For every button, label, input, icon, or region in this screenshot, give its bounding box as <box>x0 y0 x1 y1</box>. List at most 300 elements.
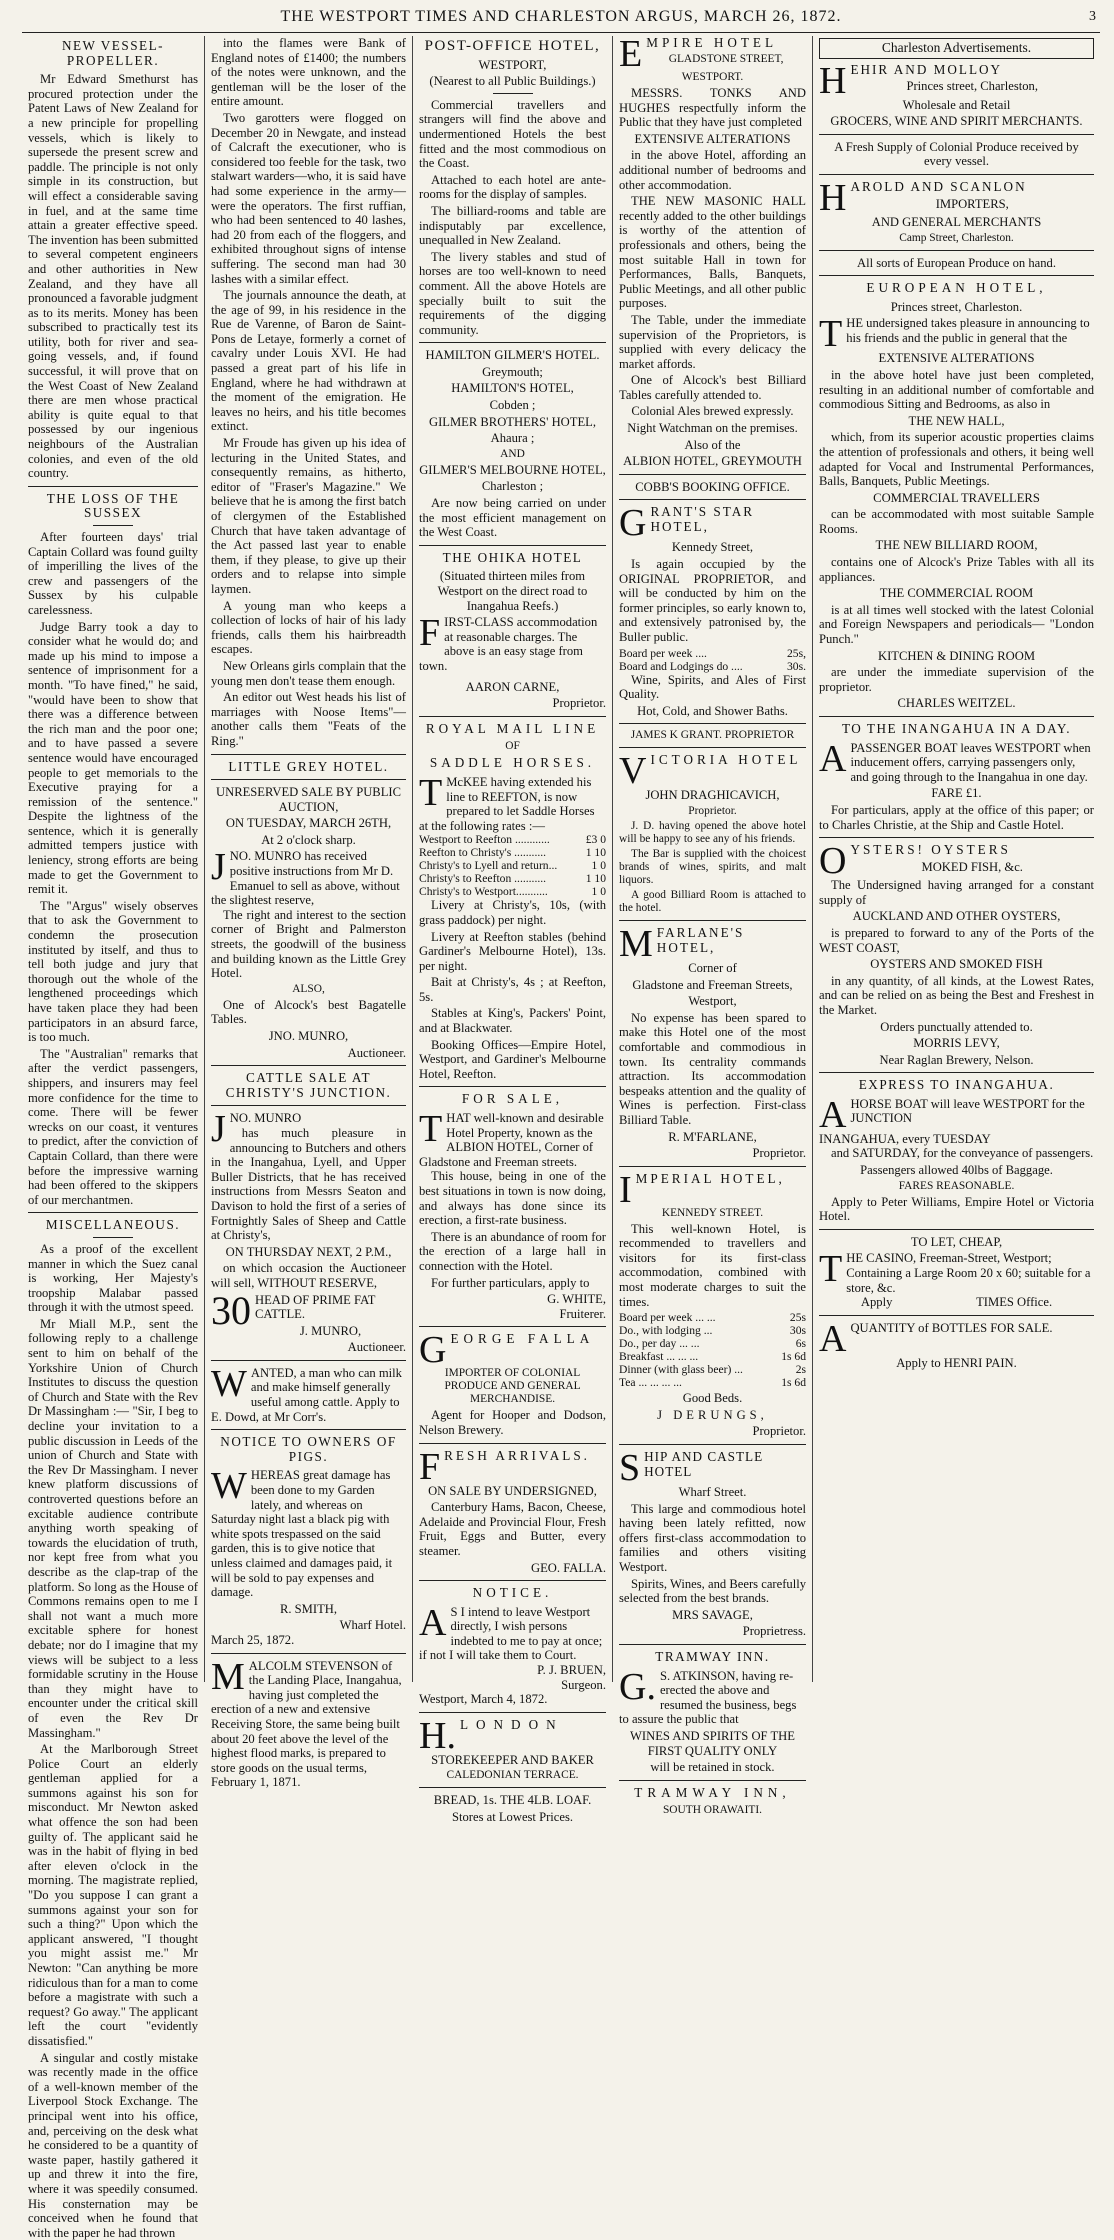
article-paragraph: A singular and costly mistake was recently made in the office of a well-known member of the Liverpool Stock Exchange. The principal went into his office, and, perceiving on the desk what he considered to be a quantity of waste paper, hastily gathered it up and threw it into the fire, where it was speedily consumed. His consternation may be conceived when he found that with the paper he had thrown <box>28 2050 198 2240</box>
ad-street: Wharf Street. <box>678 1485 747 1500</box>
ad-body: and SATURDAY, for the conveyance of passengers. <box>831 1146 1094 1161</box>
ad-date: ON THURSDAY NEXT, 2 P.M., <box>225 1244 392 1259</box>
hotel-place: Charleston ; <box>481 479 544 494</box>
divider <box>619 1780 806 1781</box>
ad-body: This large and commodious hotel having been lately refitted, now offers first-class accommodation to families and others visiting Westport. <box>619 1501 806 1574</box>
ad-owner: JOHN DRAGHICAVICH, <box>645 788 780 803</box>
drop-cap: F <box>419 1445 441 1488</box>
ad-ohika-hotel <box>419 551 606 711</box>
ad-signature: JAMES K GRANT. PROPRIETOR <box>630 729 795 742</box>
ad-signature: G. WHITE, <box>547 1292 606 1307</box>
ad-subheading: ALBION HOTEL, GREYMOUTH <box>623 454 802 469</box>
ad-hotels-list <box>419 348 606 540</box>
column-1 <box>22 36 205 2240</box>
ad-heading: SADDLE HORSES. <box>429 755 596 771</box>
ad-body: PASSENGER BOAT leaves WESTPORT when inducement offers, carrying passengers only, and going through to the Inangahua in one day. <box>850 740 1091 784</box>
ad-subheading: WINES AND SPIRITS OF THE FIRST QUALITY ONLY <box>630 1728 795 1758</box>
rates-table <box>619 1311 806 1389</box>
drop-cap: H <box>819 176 847 219</box>
divider <box>493 93 533 94</box>
ad-signature: MORRIS LEVY, <box>913 1036 1000 1051</box>
article-paragraph: into the flames were Bank of England notes of £1400; the numbers of the notes were unknown, and the gentleman will be the loser of the entire amount. <box>211 36 406 109</box>
ad-body: Canterbury Hams, Bacon, Cheese, Adelaide and Provincial Flour, Fresh Fruit, Eggs and Butter, every steamer. <box>419 1500 606 1558</box>
ad-subheading: GROCERS, WINE AND SPIRIT MERCHANTS. <box>830 114 1083 129</box>
ad-body: Stores at Lowest Prices. <box>451 1810 574 1825</box>
divider <box>619 723 806 724</box>
drop-cap: F <box>419 612 441 655</box>
ad-street: Princes street, Charleston. <box>890 299 1023 314</box>
ad-subheading: IMPORTER OF COLONIAL PRODUCE AND GENERAL MERCHANDISE. <box>444 1367 581 1406</box>
ad-body: A Fresh Supply of Colonial Produce received by every vessel. <box>834 139 1079 169</box>
divider <box>619 747 806 748</box>
ad-to-let <box>819 1235 1094 1310</box>
drop-cap: G. <box>619 1665 656 1708</box>
ad-also: Also of the <box>684 437 741 452</box>
ad-role: Proprietress. <box>742 1624 806 1639</box>
column-3 <box>413 36 613 1825</box>
ad-date: Westport, March 4, 1872. <box>419 1692 548 1707</box>
drop-cap: H <box>819 59 847 102</box>
column-2 <box>205 36 413 1790</box>
ad-apply: Apply to HENRI PAIN. <box>896 1355 1017 1370</box>
ad-body: Agent for Hooper and Dodson, Nelson Brewery. <box>419 1408 606 1437</box>
ad-body: One of Alcock's best Bagatelle Tables. <box>211 997 406 1027</box>
article-heading-vessel: NEW VESSEL-PROPELLER. <box>61 38 165 68</box>
ad-george-falla <box>419 1329 606 1437</box>
ad-date: ON TUESDAY, MARCH 26TH, <box>225 816 392 831</box>
ad-body: IRST-CLASS accommodation at reasonable charges. The above is an easy stage from town. <box>419 615 598 673</box>
ad-heading: FARLANE'S HOTEL, <box>656 924 745 955</box>
article-paragraph: Mr Miall M.P., sent the following reply to a challenge sent to him on behalf of the Yorkshire Union of Church Institutes to discuss the question of Church and State with the Rev Dr Massingham :— "Sir, I beg to decline your invitation to a public discussion in Leeds of the union of Church and State with the Rev Dr Massingham. I never knew platform discussions of controverted questions before an excitable audience contribute anything worth speaking of towards the elucidation of truth, nor kept free from what you describe as the clap-trap of the platform. So long as the House of Commons remains open to me I shall not want a much more excitable sphere for honest debate; nor do I imagine that my views will be subject to a less formidable scrutiny in the House than they might have to encounter under the critical skill of even the Rev Dr Massingham." <box>28 1316 198 1740</box>
divider <box>211 1105 406 1106</box>
ad-body: is prepared to forward to any of the Ports of the WEST COAST, <box>819 925 1094 955</box>
ad-pigs <box>211 1435 406 1647</box>
table-row: Board and Lodgings do .... 30s. <box>619 659 806 673</box>
ad-place: SOUTH ORAWAITI. <box>662 1804 763 1817</box>
drop-cap: A <box>819 1093 847 1136</box>
ad-notice <box>419 1586 606 1707</box>
drop-cap: T <box>419 771 443 814</box>
divider <box>419 716 606 717</box>
ad-role: Surgeon. <box>561 1677 606 1692</box>
ad-for-sale <box>419 1092 606 1321</box>
divider <box>619 499 806 500</box>
table-row: Westport to Reefton ............ £3 0 <box>419 833 606 847</box>
ad-body: NO. MUNRO has received positive instructions from Mr D. Emanuel to sell as above, without the slightest reserve, <box>211 849 400 908</box>
ad-title: NO. MUNRO <box>229 1111 302 1126</box>
ad-fresh-arrivals <box>419 1445 606 1576</box>
article-paragraph: Mr Froude has given up his idea of lecturing in the United States, and consequently remains, as hitherto, editor of "Fraser's Magazine." We believe that he is among the first batch of clergymen of the Established Church that have taken advantage of the Act passed last year to enable them, if they please, to give up their orders and to relapse into simple laymen. <box>211 436 406 596</box>
ad-oysters <box>819 840 1094 1067</box>
head-count: 30 <box>211 1287 251 1333</box>
ad-body: Passengers allowed 40lbs of Baggage. <box>860 1163 1053 1178</box>
ad-body: ALCOLM STEVENSON of the Landing Place, Inangahua, having just completed the erection of a new and extensive Receiving Store, the same being built about 20 feet above the level of the highest flood marks, is prepared to store goods on the usual terms, <box>211 1658 402 1775</box>
ad-also: ALSO, <box>292 982 325 995</box>
drop-cap: A <box>819 1317 847 1360</box>
divider <box>419 1787 606 1788</box>
hotel-place: Ahaura ; <box>490 431 535 446</box>
ad-heading: TO THE INANGAHUA IN A DAY. <box>841 721 1071 736</box>
ad-heading: NOTICE. <box>472 1585 553 1601</box>
drop-cap: M <box>211 1655 245 1698</box>
ad-body: Commercial travellers and strangers will find the above and undermentioned Hotels the best fitted and the most commodious on the Coast. <box>419 97 606 171</box>
drop-cap: S <box>619 1447 641 1490</box>
ad-heading: RESH ARRIVALS. <box>444 1447 590 1463</box>
ad-corner: Corner of <box>688 960 737 975</box>
ad-signature: J DERUNGS, <box>657 1407 768 1422</box>
divider <box>211 754 406 755</box>
ad-heading: HIP AND CASTLE HOTEL <box>644 1449 764 1479</box>
ad-body: Are now being carried on under the most efficient management on the West Coast. <box>419 496 606 540</box>
ad-wanted <box>211 1362 406 1424</box>
article-paragraph: New Orleans girls complain that the young men don't tease them enough. <box>211 658 406 688</box>
divider <box>819 716 1094 717</box>
ad-mfarlanes-hotel <box>619 922 806 1161</box>
ad-body: on which occasion the Auctioneer will sell, WITHOUT RESERVE, <box>211 1261 406 1290</box>
ad-body: is at all times well stocked with the latest Colonial and Foreign Newspapers and periodicals— "London Punch." <box>819 602 1094 647</box>
ad-heading: FOR SALE, <box>461 1091 564 1107</box>
ad-post-office-hotel <box>419 39 606 337</box>
divider <box>819 250 1094 251</box>
and-label: AND <box>500 447 525 460</box>
ad-express <box>819 1078 1094 1224</box>
divider <box>419 1086 606 1087</box>
ad-body: are under the immediate supervision of the proprietor. <box>819 665 1094 694</box>
article-paragraph: The "Australian" remarks that after the verdict passengers, shippers, and insurers may feel more confidence for the time to come. There will be fewer wrecks on our coast, it ventures to predict, after the conviction of Captain Collard, than there were before the impressive warning had been offered to the skippers of our merchantmen. <box>28 1046 198 1207</box>
ad-signature: JNO. MUNRO, <box>268 1029 349 1043</box>
ad-body: This well-known Hotel, is recommended to travellers and visitors for its first-class accommodation, combined with most moderate charges to suit the times. <box>619 1221 806 1309</box>
article-paragraph: A young man who keeps a collection of locks of hair of his lady friends, calls them his hairbreadth escapes. <box>211 598 406 657</box>
drop-cap: O <box>819 840 847 883</box>
ad-victoria-hotel <box>619 750 806 915</box>
ad-subheading: KITCHEN & DINING ROOM <box>877 648 1036 663</box>
article-paragraph: An editor out West heads his list of marriages with Noose Items"—another calls them "Feats of the Ring." <box>211 690 406 748</box>
ad-of: OF <box>505 740 520 753</box>
ad-body: will be retained in stock. <box>650 1760 775 1775</box>
ad-body: There is an abundance of room for the erection of a large hall in connection with the Hotel. <box>419 1229 606 1273</box>
hotel-place: Cobden ; <box>489 398 536 413</box>
ad-town: WESTPORT. <box>681 71 744 83</box>
ad-body: The Undersigned having arranged for a constant supply of <box>819 878 1094 907</box>
divider <box>93 525 133 526</box>
ad-body: Spirits, Wines, and Beers carefully selected from the best brands. <box>619 1576 806 1606</box>
ad-heading: TRAMWAY INN, <box>634 1784 791 1800</box>
ad-subheading: (Nearest to all Public Buildings.) <box>429 74 596 89</box>
table-row: Board per week ... ... 25s <box>619 1311 806 1325</box>
drop-cap: A <box>819 737 847 780</box>
ad-signature: R. SMITH, <box>279 1601 338 1616</box>
ad-heading: MOKED FISH, &c. <box>921 859 1023 874</box>
ad-body: which, from its superior acoustic properties claims the attention of professionals and others, it being well adapted for Vocal and Instrumental Performances, Balls, Banquets, Public Meetings. <box>819 430 1094 489</box>
ad-role: Fruiterer. <box>559 1306 606 1321</box>
ad-royal-mail <box>419 722 606 1082</box>
ad-body: Booking Offices—Empire Hotel, Westport, and Gardiner's Melbourne Hotel, Reefton. <box>419 1037 606 1081</box>
ad-body: No expense has been spared to make this Hotel one of the most comfortable and commodious in town. Its centrality commands attraction. Its accommodation bespeaks attention and the quality of Wines is perfection. First-class Billiard Table. <box>619 1010 806 1127</box>
ad-heading: EORGE FALLA <box>450 1331 595 1347</box>
ad-heading: POST-OFFICE HOTEL, <box>424 38 601 54</box>
ad-subheading: STOREKEEPER AND BAKER <box>431 1752 594 1767</box>
ad-date: February 1, 1871. <box>211 1775 301 1790</box>
divider <box>619 920 806 921</box>
drop-cap: A <box>419 1601 447 1644</box>
ad-price: BREAD, 1s. THE 4LB. LOAF. <box>433 1793 592 1808</box>
ad-body: The Table, under the immediate supervision of the Proprietors, is supplied with every delicacy the market affords. <box>619 312 806 371</box>
ad-subheading: UNRESERVED SALE BY PUBLIC AUCTION, <box>216 785 401 814</box>
ad-place: CALEDONIAN TERRACE. <box>446 1769 579 1782</box>
drop-cap: G <box>619 502 647 545</box>
ad-signature: CHARLES WEITZEL. <box>897 696 1016 711</box>
ad-town: Westport, <box>688 994 737 1009</box>
ad-imperial-hotel <box>619 1168 806 1439</box>
drop-cap: G <box>419 1329 447 1372</box>
table-row: Do., per day ... ... 6s <box>619 1337 806 1351</box>
ad-body: MESSRS. TONKS AND HUGHES respectfully inform the Public that they have just completed <box>619 86 806 130</box>
ad-date: March 25, 1872. <box>211 1632 295 1647</box>
ad-heading: EUROPEAN HOTEL, <box>866 280 1047 296</box>
hotel-name: HAMILTON GILMER'S HOTEL. <box>425 348 600 363</box>
divider <box>819 174 1094 175</box>
ad-body: One of Alcock's best Billiard Tables carefully attended to. <box>619 373 806 402</box>
ad-heading: NOTICE TO OWNERS OF PIGS. <box>220 1434 397 1464</box>
divider <box>419 342 606 343</box>
divider <box>419 1712 606 1713</box>
ad-street: KENNEDY STREET. <box>661 1206 764 1219</box>
ad-body: J. D. having opened the above hotel will be happy to see any of his friends. <box>619 819 806 845</box>
ad-cattle-sale <box>211 1071 406 1355</box>
ad-signature: P. J. BRUEN, <box>537 1663 606 1678</box>
masthead-title: THE WESTPORT TIMES AND CHARLESTON ARGUS, MARCH 26, 1872. <box>280 8 842 25</box>
ad-body: in the above hotel have just been completed, resulting in an additional number of comfortable and commodious Sitting and Bedrooms, as also in <box>819 367 1094 412</box>
table-row: Reefton to Christy's ........... 1 10 <box>419 846 606 860</box>
ad-signature: MRS SAVAGE, <box>672 1607 753 1622</box>
ad-subheading: THE COMMERCIAL ROOM <box>879 586 1034 601</box>
divider <box>819 1229 1094 1230</box>
ad-body: contains one of Alcock's Prize Tables with all its appliances. <box>819 555 1094 584</box>
section-heading: Charleston Advertisements. <box>819 38 1094 59</box>
ad-empire-hotel <box>619 33 806 494</box>
ad-body: Wine, Spirits, and Ales of First Quality. <box>619 672 806 702</box>
ad-body: has much pleasure in announcing to Butchers and others in the Inangahua, Lyell, and Upper Buller Districts, that he has received instructions from Messrs Seaton and Davison to hold the first of a series of Fortnightly Sales of Sheep and Cattle at Christy's, <box>211 1125 406 1243</box>
ad-body: All sorts of European Produce on hand. <box>856 255 1056 270</box>
article-heading-misc: MISCELLANEOUS. <box>45 1217 181 1233</box>
table-row: Tea ... ... ... ... 1s 6d <box>619 1376 806 1390</box>
ad-body: S. ATKINSON, having re-erected the above and resumed the business, begs to assure the public that <box>619 1668 797 1727</box>
ad-bottles <box>819 1317 1094 1371</box>
ad-stevenson <box>211 1655 406 1790</box>
ad-office: TIMES Office. <box>976 1295 1053 1310</box>
ad-place: Near Raglan Brewery, Nelson. <box>879 1052 1034 1067</box>
divider <box>419 1443 606 1444</box>
ad-heading: ICTORIA HOTEL <box>650 752 802 768</box>
divider <box>28 486 198 487</box>
table-row: Board per week .... 25s, <box>619 646 806 660</box>
divider <box>619 1444 806 1445</box>
ad-street: Camp Street, Charleston. <box>899 231 1014 244</box>
divider <box>819 1315 1094 1316</box>
ad-subheading: COBB'S BOOKING OFFICE. <box>635 479 790 494</box>
ad-body: in the above Hotel, affording an additional number of bedrooms and other accommodation. <box>619 148 806 192</box>
ad-signature: R. M'FARLANE, <box>668 1129 757 1144</box>
article-paragraph: Judge Barry took a day to consider what he would do; and made up his mind to impose a sentence of imprisonment for a month. "To have fined," he said, "would have been to show that there was a difference between the rich man and the poor one; and to have passed a severe sentence would have encouraged people to get memorials to the Executive praying for a remission of the sentence." Despite the lightness of the sentence, which it is generally admitted tempers justice with leniency, strong efforts are being made to get the Government to remit it. <box>28 619 198 897</box>
ad-place: WESTPORT, <box>478 57 547 72</box>
drop-cap: E <box>619 33 643 75</box>
ad-role: Proprietor. <box>752 1424 806 1439</box>
ad-inangahua-boat <box>819 722 1094 832</box>
column-4 <box>613 33 813 1817</box>
ad-subheading: OYSTERS AND SMOKED FISH <box>870 957 1043 972</box>
divider <box>211 1360 406 1361</box>
ad-body: Bait at Christy's, 4s ; at Reefton, 5s. <box>419 975 606 1004</box>
ad-little-grey-hotel <box>211 760 406 1061</box>
ad-ship-and-castle <box>619 1447 806 1639</box>
article-heading-sussex: THE LOSS OF THE SUSSEX <box>46 490 180 521</box>
divider <box>619 474 806 475</box>
ad-street: GLADSTONE STREET, <box>668 52 784 65</box>
ad-subheading: EXTENSIVE ALTERATIONS <box>634 131 791 146</box>
divider <box>819 837 1094 838</box>
ad-body: The billiard-rooms and table are indisputably par excellence, unequalled in New Zealand. <box>419 203 606 248</box>
ad-signature: AARON CARNE, <box>465 679 560 694</box>
ad-heading: TRAMWAY INN. <box>655 1648 770 1664</box>
hotel-name: HAMILTON'S HOTEL, <box>451 381 574 396</box>
drop-cap: H. <box>419 1714 456 1757</box>
ad-body: The Bar is supplied with the choicest brands of wines, spirits, and malt liquors. <box>619 847 806 886</box>
ad-body: Colonial Ales brewed expressly. <box>631 404 794 419</box>
ad-role: Proprietor. <box>752 1146 806 1161</box>
ad-role: Auctioneer. <box>347 1045 406 1060</box>
page-number: 3 <box>1089 9 1096 24</box>
drop-cap: J <box>211 1108 226 1151</box>
ad-body: Night Watchman on the premises. <box>627 421 798 436</box>
drop-cap: W <box>211 1362 247 1405</box>
divider <box>419 545 606 546</box>
ad-heading: MPERIAL HOTEL, <box>635 1170 785 1186</box>
table-row: Do., with lodging ... 30s <box>619 1324 806 1338</box>
ad-time: At 2 o'clock sharp. <box>261 832 356 847</box>
ad-apply: Apply <box>860 1295 893 1310</box>
ad-street: Princes street, Charleston, <box>906 79 1038 94</box>
ad-hehir-molloy <box>819 59 1094 169</box>
divider <box>28 1212 198 1213</box>
ad-street: Kennedy Street, <box>671 540 754 555</box>
ad-body: McKEE having extended his line to REEFTON, is now prepared to let Saddle Horses at the following rates :— <box>419 774 595 833</box>
ad-body: For further particulars, apply to <box>431 1275 590 1290</box>
ad-subheading: (Situated thirteen miles from Westport on the direct road to Inangahua Reefs.) <box>437 569 588 613</box>
ad-body: Orders punctually attended to. <box>880 1019 1033 1034</box>
ad-tramway-inn <box>619 1650 806 1817</box>
ad-body: can be accommodated with most suitable Sample Rooms. <box>819 507 1094 536</box>
divider <box>619 1644 806 1645</box>
ad-body: The right and interest to the section corner of Bright and Palmerston streets, the goodwill of the business and building known as the Little Grey Hotel. <box>211 907 406 981</box>
table-row: Christy's to Westport........... 1 0 <box>419 885 606 899</box>
ad-body: Livery at Reefton stables (behind Gardiner's Melbourne Hotel), 13s. per night. <box>419 929 606 973</box>
drop-cap: T <box>419 1108 443 1151</box>
hotel-place: Greymouth; <box>482 364 543 379</box>
divider <box>819 134 1094 135</box>
ad-heading: RANT'S STAR HOTEL, <box>650 504 755 535</box>
ad-body: HEREAS great damage has been done to my Garden lately, and whereas on Saturday night last a black pig with white spots trespassed on the said garden, this is to give notice that unless claimed and damages paid, it will be sold to pay expenses and damage. <box>211 1468 393 1600</box>
ad-heading: EXPRESS TO INANGAHUA. <box>858 1077 1055 1093</box>
divider <box>211 779 406 780</box>
hotel-name: GILMER'S MELBOURNE HOTEL, <box>419 462 606 477</box>
ad-heading: THE OHIKA HOTEL <box>442 549 583 565</box>
ad-body: A good Billiard Room is attached to the hotel. <box>619 888 806 914</box>
drop-cap: M <box>619 922 653 965</box>
ad-heading: TO LET, CHEAP, <box>910 1234 1003 1249</box>
ad-harold-scanlon <box>819 176 1094 270</box>
ad-subheading: EXTENSIVE ALTERATIONS <box>878 351 1035 366</box>
drop-cap: T <box>819 313 843 356</box>
ad-body: HORSE BOAT will leave WESTPORT for the JUNCTION <box>850 1096 1085 1126</box>
ad-body: Stables at King's, Packers' Point, and at Blackwater. <box>419 1006 606 1036</box>
ad-subheading: AUCKLAND AND OTHER OYSTERS, <box>852 909 1061 924</box>
ad-body: HE CASINO, Freeman-Street, Westport; Containing a Large Room 20 x 60; suitable for a store, &c. <box>846 1251 1091 1295</box>
ad-body: ANTED, a man who can milk and make himself generally useful among cattle. Apply to E. Dowd, at Mr Corr's. <box>211 1365 402 1424</box>
divider <box>419 1580 606 1581</box>
ad-body: THE NEW MASONIC HALL recently added to the other buildings is worthy of the attention of professionals and others, being the most suitable Hall in town for Performances, Balls, Banquets, Public Meetings, and all other public purposes. <box>619 194 806 311</box>
article-paragraph: The "Argus" wisely observes that to ask the Government to condemn the prosecution instituted by itself, and thus to tell both judge and jury that thorough out the whole of the lengthened proceedings which have taken place they had been participators in an absurd farce, is too much. <box>28 898 198 1045</box>
ad-heading: LITTLE GREY HOTEL. <box>228 758 389 774</box>
table-row: Christy's to Lyell and return... 1 0 <box>419 859 606 873</box>
divider <box>419 1326 606 1327</box>
ad-body: INANGAHUA, every TUESDAY <box>819 1131 991 1146</box>
article-paragraph: Two garotters were flogged on December 20 in Newgate, and instead of Calcraft the executioner, who is considered too feeble for the task, two stalwart warders—who, it is said have had some experience in the army—were the operators. The first ruffian, who had been sentenced to 40 lashes, had 20 from each of the floggers, and exhibited throughout signs of intense suffering. The second man had 30 lashes with a similar effect. <box>211 110 406 286</box>
article-paragraph: At the Marlborough Street Police Court an elderly gentleman applied for a summons against his son for misconduct. Mr Newton asked what offence the son had been guilty of. The applicant said he was in the habit of flying in bed after eleven o'clock in the morning. The magistrate replied, "Do you suppose I can grant a summons against your son for such a thing?" Upon which the applicant answered, "I thought you might assist me." Mr Newton: "Can anything be more ridiculous than for a man to come before a magistrate with such a request? Go away." The applicant left the court "evidently dissatisfied." <box>28 1742 198 2048</box>
ad-body: Attached to each hotel are ante-rooms for the display of samples. <box>419 172 606 202</box>
article-paragraph: After fourteen days' trial Captain Collard was found guilty of imperilling the lives of the crew and passengers of the Sussex by his culpable carelessness. <box>28 530 198 617</box>
divider <box>93 1237 133 1238</box>
ad-subheading: THE NEW BILLIARD ROOM, <box>875 538 1038 553</box>
ad-subheading: COMMERCIAL TRAVELLERS <box>873 490 1040 505</box>
ad-heading: CATTLE SALE AT CHRISTY'S JUNCTION. <box>225 1070 392 1100</box>
ad-european-hotel <box>819 281 1094 711</box>
ad-body: This house, being in one of the best situations in town is now doing, and always has done since its erection, a first-rate business. <box>419 1169 606 1228</box>
drop-cap: V <box>619 750 647 793</box>
ad-role: Auctioneer. <box>347 1340 406 1355</box>
ad-body: HAT well-known and desirable Hotel Property, known as the ALBION HOTEL, Corner of Gladstone and Freeman streets. <box>419 1111 604 1169</box>
ad-heading: MPIRE HOTEL <box>646 35 778 50</box>
ad-heading: EHIR AND MOLLOY <box>850 61 1003 77</box>
ad-fare: FARE £1. <box>931 786 982 801</box>
ad-streets: Gladstone and Freeman Streets, <box>632 977 793 992</box>
ad-heading: YSTERS! OYSTERS <box>850 842 1011 858</box>
rates-table <box>419 833 606 898</box>
rates-table <box>619 647 806 673</box>
drop-cap: W <box>211 1465 247 1508</box>
article-body: Mr Edward Smethurst has procured protection under the Patent Laws of New Zealand for a new principle for propelling vessels, which is likely to supersede the present screw and paddle. The principle is not only simple in its construction, but will effect a considerable saving in fuel, and at the same time attain a greater effective speed. The invention has been submitted to several competent engineers and other authorities in New Zealand, and they have all pronounced a favorable judgment as to its merits. Money has been subscribed to practically test its utility, both for river and sea-going vessels, and, if found successful, it will prove that on the West Coast of New Zealand there are men whose practical ability is quite equal to that possessed by our ingenious neighbours of the Australian colonies, and even of the old country. <box>28 72 198 481</box>
table-row: Breakfast ... ... ... 1s 6d <box>619 1350 806 1364</box>
ad-fares: FARES REASONABLE. <box>898 1179 1015 1192</box>
divider <box>819 1072 1094 1073</box>
ad-place: Wharf Hotel. <box>339 1618 406 1633</box>
hotel-name: GILMER BROTHERS' HOTEL, <box>428 414 597 429</box>
ad-body: HEAD OF PRIME FAT CATTLE. <box>255 1292 376 1322</box>
ad-body: Livery at Christy's, 10s, (with grass paddock) per night. <box>419 898 606 927</box>
divider <box>619 1166 806 1167</box>
drop-cap: I <box>619 1168 632 1211</box>
article-paragraph: The journals announce the death, at the age of 99, in his residence in the Rue de Varenne, of Baron de Saint-Pons de Letaye, formerly a cornet of cavalry under Louis XVI. He had passed a great part of his life in England, where he had withdrawn at the moment of the emigration. He leaves no heirs, and his title becomes extinct. <box>211 288 406 434</box>
divider <box>211 1065 406 1066</box>
article-paragraph: As a proof of the excellent manner in which the Suez canal is working, Her Majesty's troopship Malabar passed through it with the utmost speed. <box>28 1241 198 1315</box>
ad-subheading: AND GENERAL MERCHANTS <box>871 214 1042 229</box>
ad-heading: LONDON <box>459 1716 564 1732</box>
ad-subheading: IMPORTERS, <box>935 196 1009 211</box>
divider <box>211 1429 406 1430</box>
divider <box>211 1653 406 1654</box>
ad-body: S I intend to leave Westport directly, I wish persons indebted to me to pay at once; if not I will take them to Court. <box>419 1604 603 1663</box>
drop-cap: J <box>211 846 226 889</box>
ad-role: Proprietor. <box>688 804 737 817</box>
